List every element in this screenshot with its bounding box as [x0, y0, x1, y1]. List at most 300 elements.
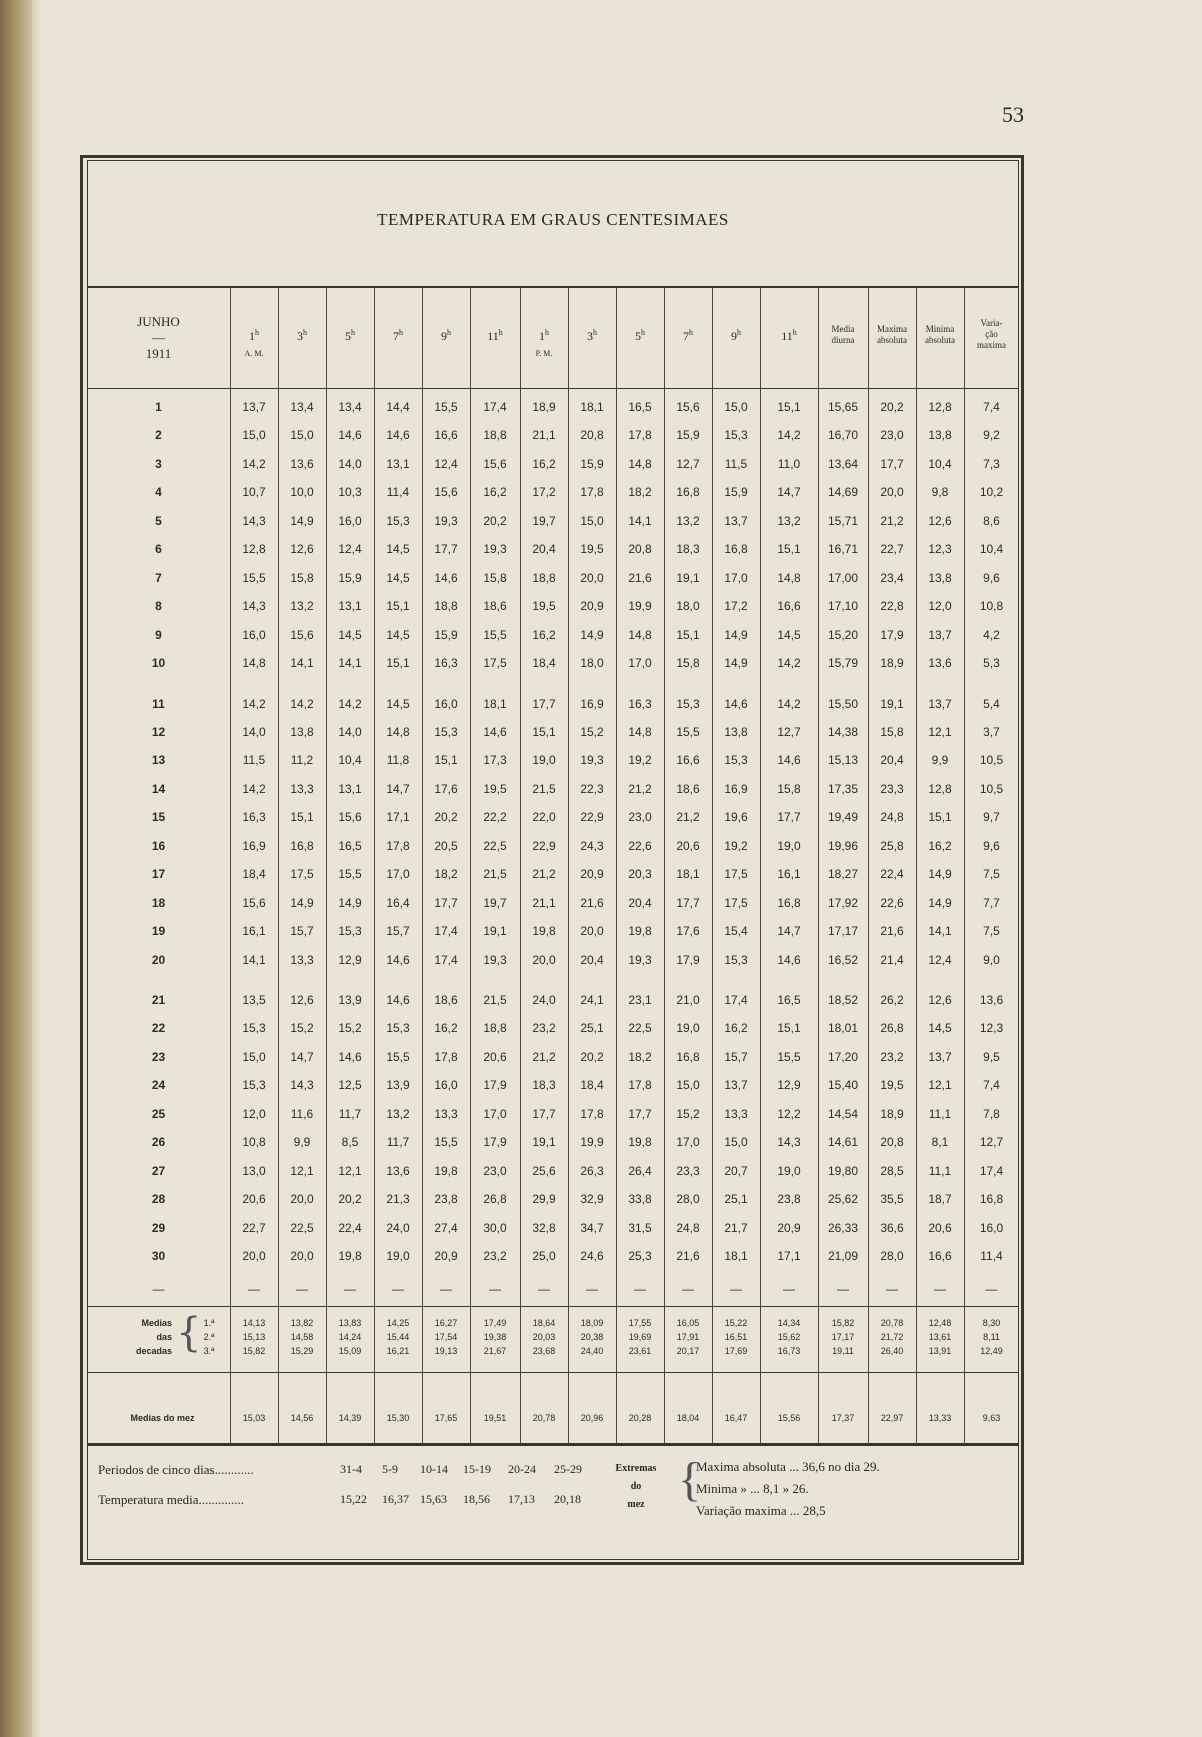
table-cell: 20,4: [880, 753, 904, 768]
table-cell: 14,7: [777, 485, 801, 500]
table-cell: 26,3: [580, 1163, 604, 1178]
table-cell: 24,0: [532, 993, 556, 1007]
table-cell: 15,1: [532, 724, 556, 739]
table-cell: 16,0: [434, 696, 458, 711]
table-cell: 16,0: [338, 513, 362, 528]
period-label: P. M.: [535, 349, 553, 358]
hour-header: [664, 328, 712, 344]
table-cell: 19,1: [880, 696, 904, 711]
table-cell: 11,1: [928, 1106, 952, 1121]
decade-label-line: Medias: [141, 1318, 172, 1328]
hour-number: 3: [297, 329, 303, 343]
hour-header: [374, 328, 422, 344]
table-cell: 16,6: [676, 753, 700, 768]
table-cell: 19,8: [434, 1163, 458, 1178]
month-mean-cell: 22,97: [880, 1413, 904, 1423]
table-cell: 15,71: [827, 513, 859, 528]
table-cell: 14,61: [827, 1135, 859, 1150]
decade-brace: {: [176, 1310, 202, 1356]
decade-cell: 20,78: [880, 1318, 904, 1328]
table-cell: 16,9: [724, 781, 748, 796]
table-cell: 14,8: [628, 627, 652, 642]
table-cell: 7,3: [983, 456, 1000, 471]
extremes-line: Maxima absoluta ... 36,6 no dia 29.: [696, 1459, 880, 1474]
dash-cell: —: [248, 1281, 260, 1296]
month-header-month_dash: —: [152, 330, 165, 345]
table-cell: 14,1: [242, 952, 266, 967]
table-cell: 14,3: [242, 599, 266, 614]
table-cell: 14,9: [580, 627, 604, 642]
table-cell: 18,8: [483, 1021, 507, 1036]
table-cell: 14,3: [242, 513, 266, 528]
page-number: 53: [1002, 102, 1024, 127]
decade-cell: 12,48: [928, 1318, 952, 1328]
table-cell: 23,8: [777, 1192, 801, 1207]
table-cell: 23,2: [483, 1249, 507, 1264]
table-cell: 14,3: [290, 1078, 314, 1093]
hour-number: 11: [487, 329, 499, 343]
table-cell: 18,8: [483, 428, 507, 443]
table-cell: 26,2: [880, 993, 904, 1007]
table-cell: 16,1: [242, 924, 266, 939]
stat-header-line: absoluta: [877, 335, 907, 345]
table-cell: 19,1: [483, 924, 507, 939]
hour-unit: h: [447, 328, 451, 337]
day-label: 5: [155, 513, 162, 528]
table-cell: 15,2: [338, 1021, 362, 1036]
table-cell: 17,4: [979, 1163, 1004, 1178]
table-cell: 20,2: [880, 400, 904, 414]
decade-cell: 20,38: [580, 1332, 604, 1342]
extremes-brace: {: [678, 1453, 702, 1506]
table-cell: 19,8: [628, 924, 652, 939]
table-cell: 19,0: [676, 1021, 700, 1036]
table-cell: 20,2: [338, 1192, 362, 1207]
table-cell: 20,0: [290, 1249, 314, 1264]
table-cell: 11,2: [290, 753, 314, 768]
day-label: 16: [151, 838, 166, 853]
decade-cell: 15,44: [386, 1332, 410, 1342]
table-cell: 28,5: [880, 1163, 904, 1178]
table-cell: 14,6: [386, 993, 410, 1007]
table-cell: 15,0: [290, 428, 314, 443]
table-cell: 16,3: [434, 656, 458, 671]
table-cell: 11,7: [386, 1135, 410, 1150]
table-cell: 15,8: [483, 570, 507, 585]
table-cell: 14,1: [338, 656, 362, 671]
hour-number: 9: [441, 329, 447, 343]
table-cell: 15,50: [827, 696, 859, 711]
decade-cell: 21,72: [880, 1332, 904, 1342]
table-cell: 19,7: [532, 513, 556, 528]
table-cell: 18,2: [628, 485, 652, 500]
table-cell: 14,6: [724, 696, 748, 711]
table-cell: 17,9: [880, 627, 904, 642]
table-cell: 16,9: [580, 696, 604, 711]
day-label: 21: [151, 993, 166, 1007]
table-cell: 20,6: [483, 1049, 507, 1064]
table-cell: 21,2: [532, 867, 556, 882]
table-cell: 22,6: [628, 838, 652, 853]
dash-cell: —: [985, 1281, 998, 1296]
extremes-label-line: mez: [627, 1499, 645, 1510]
decade-cell: 8,11: [983, 1332, 1000, 1342]
table-cell: 22,5: [628, 1021, 652, 1036]
table-cell: 10,4: [338, 753, 362, 768]
decade-cell: 15,62: [777, 1332, 801, 1342]
month-header-month_label: JUNHO: [137, 314, 180, 329]
table-cell: 14,9: [724, 627, 748, 642]
table-cell: 14,9: [928, 895, 952, 910]
decade-cell: 16,73: [777, 1346, 801, 1356]
table-cell: 19,49: [827, 810, 859, 825]
table-cell: 27,4: [434, 1220, 458, 1235]
table-cell: 12,2: [777, 1106, 801, 1121]
table-cell: 15,1: [434, 753, 458, 768]
table-cell: 12,1: [928, 1078, 952, 1093]
table-cell: 17,00: [827, 570, 859, 585]
day-label: 18: [151, 895, 166, 910]
stat-header-line: absoluta: [925, 335, 955, 345]
hour-number: 1: [539, 329, 545, 343]
table-cell: 25,1: [724, 1192, 748, 1207]
table-cell: 16,8: [676, 1049, 700, 1064]
month-mean-cell: 20,28: [628, 1413, 652, 1423]
page-gutter: [32, 0, 42, 1737]
table-cell: 17,7: [628, 1106, 652, 1121]
table-cell: 12,6: [928, 993, 952, 1007]
table-cell: 10,2: [979, 485, 1004, 500]
table-cell: 20,9: [434, 1249, 458, 1264]
table-cell: 21,5: [483, 993, 507, 1007]
day-label: 13: [151, 753, 166, 768]
day-label: 4: [155, 485, 162, 500]
table-cell: 15,6: [242, 895, 266, 910]
table-cell: 16,5: [628, 400, 652, 414]
table-cell: 15,1: [928, 810, 952, 825]
table-cell: 16,71: [827, 542, 859, 557]
table-cell: 23,1: [628, 993, 652, 1007]
table-cell: 10,8: [242, 1135, 266, 1150]
decade-name: 1.ª: [203, 1318, 215, 1328]
hour-unit: h: [641, 328, 645, 337]
month-mean-cell: 17,65: [434, 1413, 458, 1423]
table-cell: 15,5: [483, 627, 507, 642]
table-cell: 17,8: [580, 1106, 604, 1121]
table-cell: 11,5: [724, 456, 748, 471]
table-cell: 13,2: [386, 1106, 410, 1121]
table-cell: 21,09: [827, 1249, 859, 1264]
table-cell: 15,7: [724, 1049, 748, 1064]
table-cell: 12,1: [338, 1163, 362, 1178]
table-cell: 14,6: [434, 570, 458, 585]
table-cell: 19,5: [880, 1078, 904, 1093]
table-cell: 7,5: [983, 867, 1000, 882]
header-bottom-rule: [87, 388, 1019, 389]
table-cell: 15,20: [827, 627, 859, 642]
table-cell: 22,0: [532, 810, 556, 825]
table-cell: 15,1: [777, 1021, 801, 1036]
table-cell: 14,2: [242, 456, 266, 471]
table-cell: 15,1: [777, 542, 801, 557]
table-cell: 13,0: [242, 1163, 266, 1178]
decade-cell: 14,24: [338, 1332, 362, 1342]
decade-cell: 15,13: [242, 1332, 266, 1342]
table-cell: 17,7: [880, 456, 904, 471]
table-cell: 5,3: [983, 656, 1000, 671]
table-cell: 16,5: [777, 993, 801, 1007]
table-cell: 23,2: [532, 1021, 556, 1036]
decade-cell: 8,30: [982, 1318, 1001, 1328]
table-cell: 22,6: [880, 895, 904, 910]
table-cell: 20,7: [724, 1163, 748, 1178]
table-cell: 17,0: [628, 656, 652, 671]
table-cell: 13,6: [928, 656, 952, 671]
table-cell: 24,8: [880, 810, 904, 825]
table-cell: 12,0: [928, 599, 952, 614]
hour-unit: h: [593, 328, 597, 337]
period-value: 20-24: [508, 1462, 536, 1476]
decade-cell: 13,82: [290, 1318, 314, 1328]
table-cell: 12,1: [290, 1163, 314, 1178]
table-cell: 18,6: [434, 993, 458, 1007]
table-cell: 10,5: [979, 753, 1004, 768]
table-cell: 15,5: [777, 1049, 801, 1064]
table-cell: 15,8: [880, 724, 904, 739]
decade-cell: 13,61: [928, 1332, 952, 1342]
table-cell: 17,5: [724, 867, 748, 882]
table-cell: 12,9: [338, 952, 362, 967]
table-cell: 13,1: [338, 781, 362, 796]
table-cell: 14,2: [338, 696, 362, 711]
table-cell: 14,5: [386, 696, 410, 711]
table-cell: 18,6: [483, 599, 507, 614]
table-cell: 15,3: [242, 1078, 266, 1093]
hour-number: 5: [635, 329, 641, 343]
decade-cell: 15,29: [290, 1346, 314, 1356]
table-cell: 23,0: [628, 810, 652, 825]
table-cell: 9,6: [983, 570, 1000, 585]
month-mean-cell: 20,78: [532, 1413, 556, 1423]
period-value: 15-19: [463, 1462, 491, 1476]
decade-cell: 17,54: [434, 1332, 458, 1342]
table-cell: 13,9: [338, 993, 362, 1007]
book-binding: [0, 0, 32, 1737]
decade-cell: 20,17: [676, 1346, 700, 1356]
table-cell: 15,9: [724, 485, 748, 500]
table-cell: 15,5: [434, 1135, 458, 1150]
table-cell: 18,27: [827, 867, 859, 882]
table-cell: 16,8: [676, 485, 700, 500]
hour-header: [712, 328, 760, 344]
table-cell: 17,6: [676, 924, 700, 939]
page-title: TEMPERATURA EM GRAUS CENTESIMAES: [377, 210, 729, 229]
table-cell: 19,8: [532, 924, 556, 939]
table-cell: 16,2: [434, 1021, 458, 1036]
table-cell: 10,0: [290, 485, 314, 500]
table-cell: 14,6: [777, 753, 801, 768]
dash-cell: —: [934, 1281, 946, 1296]
decade-cell: 14,34: [777, 1318, 801, 1328]
table-cell: 26,8: [483, 1192, 507, 1207]
table-cell: 19,5: [483, 781, 507, 796]
day-label: 26: [151, 1135, 166, 1150]
table-cell: 25,62: [827, 1192, 859, 1207]
table-cell: 9,0: [983, 952, 1000, 967]
table-cell: 18,1: [676, 867, 700, 882]
table-cell: 30,0: [483, 1220, 507, 1235]
table-cell: 19,2: [628, 753, 652, 768]
table-cell: 18,1: [724, 1249, 748, 1264]
temp-media-label: Temperatura media..............: [98, 1492, 245, 1507]
table-cell: 15,3: [386, 1021, 410, 1036]
table-cell: 16,3: [242, 810, 266, 825]
table-cell: 21,2: [532, 1049, 556, 1064]
decade-cell: 15,22: [724, 1318, 748, 1328]
table-cell: 15,5: [676, 724, 700, 739]
table-cell: 16,5: [338, 838, 362, 853]
table-cell: 15,79: [827, 656, 859, 671]
day-label: 17: [151, 867, 166, 882]
table-cell: 13,4: [338, 400, 362, 414]
table-cell: 14,7: [290, 1049, 314, 1064]
table-cell: 20,9: [580, 867, 604, 882]
temp-media-value: 20,18: [554, 1492, 581, 1506]
table-cell: 14,2: [242, 696, 266, 711]
table-cell: 17,2: [532, 485, 556, 500]
decade-cell: 16,27: [434, 1318, 458, 1328]
header-top-rule: [87, 286, 1019, 288]
table-cell: 8,1: [931, 1135, 949, 1150]
table-cell: 19,5: [580, 542, 604, 557]
table-cell: 14,9: [928, 867, 952, 882]
table-cell: 12,8: [928, 781, 952, 796]
table-cell: 15,0: [724, 400, 748, 414]
table-cell: 15,7: [290, 924, 314, 939]
table-cell: 15,0: [580, 513, 604, 528]
decade-cell: 18,64: [532, 1318, 556, 1328]
periods-label: Periodos de cinco dias............: [98, 1462, 254, 1477]
table-cell: 21,5: [483, 867, 507, 882]
dash-cell: —: [886, 1281, 898, 1296]
table-cell: 15,3: [676, 696, 700, 711]
table-cell: 11,8: [386, 753, 410, 768]
hour-header: [760, 328, 818, 344]
table-cell: 18,8: [434, 599, 458, 614]
table-cell: 13,1: [338, 599, 362, 614]
table-cell: 14,5: [386, 542, 410, 557]
table-cell: 19,6: [724, 810, 748, 825]
day-label: 25: [151, 1106, 166, 1121]
dash-cell: —: [489, 1281, 501, 1296]
decade-cell: 23,68: [532, 1346, 556, 1356]
hour-unit: h: [498, 328, 503, 337]
temp-media-value: 15,63: [420, 1492, 447, 1506]
table-cell: 22,2: [483, 810, 507, 825]
table-cell: 15,3: [338, 924, 362, 939]
table-cell: 14,6: [386, 952, 410, 967]
decade-cell: 18,09: [580, 1318, 604, 1328]
decade-cell: 13,91: [928, 1346, 952, 1356]
table-cell: 20,3: [628, 867, 652, 882]
table-cell: 10,5: [979, 781, 1004, 796]
month-mean-cell: 15,30: [386, 1413, 410, 1423]
table-cell: 14,7: [386, 781, 410, 796]
table-cell: 19,3: [483, 952, 507, 967]
day-label: 2: [155, 428, 162, 443]
table-cell: 21,1: [532, 428, 556, 443]
table-cell: 3,7: [983, 724, 1000, 739]
hour-header: [616, 328, 664, 344]
table-cell: 16,8: [290, 838, 314, 853]
table-cell: 9,9: [931, 753, 949, 768]
temp-media-value: 18,56: [463, 1492, 490, 1506]
table-cell: 8,6: [983, 513, 1000, 528]
table-cell: 17,1: [777, 1249, 801, 1264]
day-label: 20: [151, 952, 166, 967]
hour-number: 3: [587, 329, 593, 343]
table-cell: 19,2: [724, 838, 748, 853]
table-cell: 20,0: [290, 1192, 314, 1207]
table-cell: 18,4: [580, 1078, 604, 1093]
table-cell: 17,7: [532, 696, 556, 711]
table-cell: 13,7: [724, 513, 748, 528]
table-cell: 19,0: [386, 1249, 410, 1264]
table-cell: 18,2: [434, 867, 458, 882]
table-cell: 21,6: [676, 1249, 700, 1264]
stat-header: [818, 324, 868, 346]
table-cell: 9,6: [983, 838, 1000, 853]
day-label: 12: [151, 724, 166, 739]
table-cell: 12,4: [338, 542, 362, 557]
stat-header-line: Media: [831, 324, 855, 334]
hour-unit: h: [792, 328, 797, 337]
table-cell: 12,7: [777, 724, 801, 739]
period-value: 31-4: [340, 1462, 362, 1476]
table-cell: 4,2: [983, 627, 1000, 642]
table-cell: 22,5: [483, 838, 507, 853]
table-cell: 19,96: [827, 838, 859, 853]
decade-cell: 16,21: [386, 1346, 410, 1356]
table-cell: 14,9: [338, 895, 362, 910]
table-cell: 18,0: [580, 656, 604, 671]
table-cell: 7,4: [983, 400, 1000, 414]
table-cell: 12,8: [242, 542, 266, 557]
table-cell: 15,0: [242, 1049, 266, 1064]
hour-header: [326, 328, 374, 344]
extremes-label-line: do: [630, 1481, 642, 1492]
table-cell: 11,4: [980, 1249, 1003, 1264]
table-cell: 14,5: [928, 1021, 952, 1036]
stat-header-line: Maxima: [877, 324, 907, 334]
table-cell: 17,0: [724, 570, 748, 585]
table-cell: 17,5: [290, 867, 314, 882]
month-mean-cell: 15,56: [777, 1413, 801, 1423]
decade-cell: 26,40: [880, 1346, 904, 1356]
table-cell: 21,0: [676, 993, 700, 1007]
table-cell: 16,6: [777, 599, 801, 614]
table-cell: 18,9: [880, 656, 904, 671]
table-cell: 7,4: [983, 1078, 1000, 1093]
table-cell: 21,6: [580, 895, 604, 910]
table-cell: 17,0: [386, 867, 410, 882]
table-cell: 17,17: [827, 924, 859, 939]
table-cell: 13,3: [290, 952, 314, 967]
table-cell: 15,65: [827, 400, 859, 414]
hour-number: 7: [683, 329, 689, 343]
table-cell: 17,7: [434, 542, 458, 557]
day-label: 11: [152, 696, 165, 711]
